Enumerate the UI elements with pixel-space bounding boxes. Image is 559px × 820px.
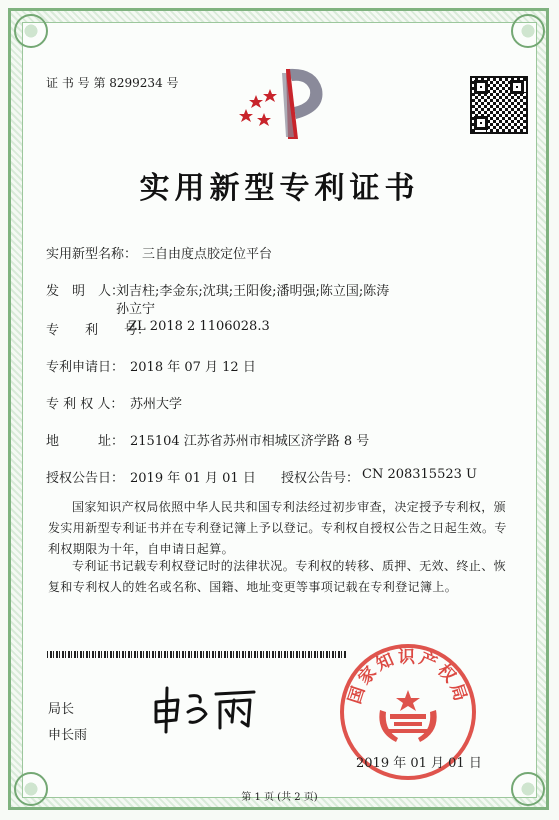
patentee-label: 专 利 权 人： [46, 397, 124, 412]
certificate-title: 实用新型专利证书 [139, 171, 420, 206]
inventor-label: 发 明 人： [46, 284, 125, 299]
barcode-strip [47, 651, 347, 658]
utility-model-name-label: 实用新型名称： [46, 247, 138, 262]
patentee-value: 苏州大学 [130, 397, 183, 412]
signatory-name: 申长雨 [48, 728, 88, 743]
grant-date-value: 2019 年 01 月 01 日 [130, 471, 256, 486]
corner-ornament [14, 14, 48, 48]
handwritten-signature-icon [150, 682, 270, 736]
page-footer: 第 1 页 (共 2 页) [241, 792, 318, 803]
inventor-value: 刘吉柱;李金东;沈琪;王阳俊;潘明强;陈立国;陈涛 [116, 284, 390, 299]
corner-ornament [511, 14, 545, 48]
grant-number-label: 授权公告号： [281, 471, 360, 486]
inventor-value-continued: 孙立宁 [116, 302, 156, 317]
legal-status-statement: 专利证书记载专利权登记时的法律状况。专利权的转移、质押、无效、终止、恢复和专利权人的姓名或名称、国籍、地址变更等事项记载在专利登记簿上。 [48, 559, 507, 594]
seal-text: 国家知识产权局 [345, 647, 471, 707]
certificate-number: 证 书 号 第 8299234 号 [46, 76, 179, 90]
patent-office-logo-icon [236, 63, 332, 143]
grant-number-value: CN 208315523 U [362, 467, 477, 482]
patent-number-label: 专 利 号： [46, 323, 151, 338]
utility-model-name-value: 三自由度点胶定位平台 [142, 247, 273, 262]
signatory-role: 局长 [48, 702, 75, 717]
seal-date: 2019 年 01 月 01 日 [356, 756, 482, 771]
qr-code-icon [470, 76, 528, 134]
filing-date-value: 2018 年 07 月 12 日 [130, 360, 256, 375]
address-value: 215104 江苏省苏州市相城区济学路 8 号 [130, 434, 370, 449]
address-label: 地 址： [46, 434, 125, 449]
grant-statement: 国家知识产权局依照中华人民共和国专利法经过初步审查，决定授予专利权，颁发实用新型专利证书并在专利登记簿上予以登记。专利权自授权公告之日起生效。专利权期限为十年，自申请日起算。 [48, 500, 507, 556]
filing-date-label: 专利申请日： [46, 360, 125, 375]
grant-date-label: 授权公告日： [46, 471, 125, 486]
patent-number-value: ZL 2018 2 1106028.3 [128, 319, 270, 334]
